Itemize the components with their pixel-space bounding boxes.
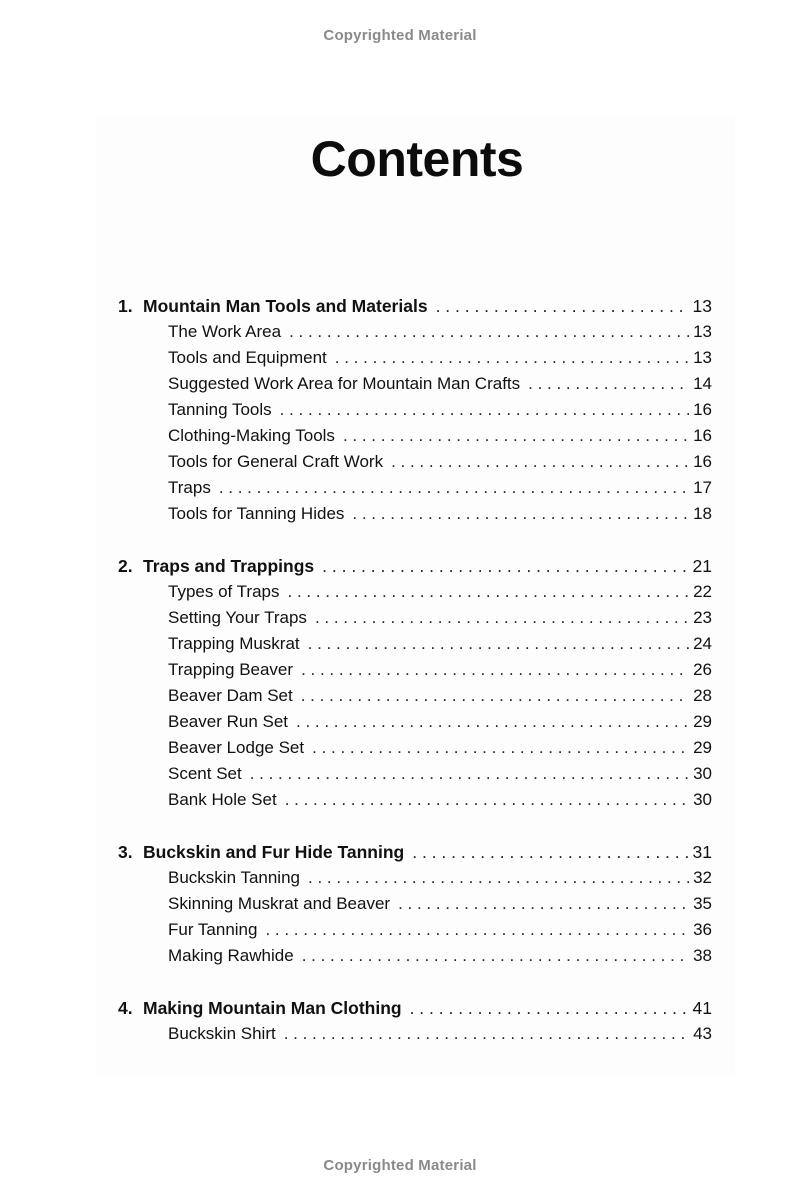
dot-leader <box>250 761 689 787</box>
dot-leader <box>335 345 689 371</box>
toc-chapter <box>118 553 712 813</box>
toc-entry-row[interactable] <box>118 683 712 709</box>
dot-leader <box>289 319 689 345</box>
entry-title: Tanning Tools <box>168 400 272 419</box>
toc-chapter-row[interactable] <box>118 293 712 319</box>
dot-leader <box>265 917 689 943</box>
chapter-page-number: 13 <box>692 296 712 316</box>
chapter-number: 4. <box>118 998 133 1018</box>
entry-title: Beaver Run Set <box>168 712 289 731</box>
dot-leader <box>280 397 689 423</box>
chapter-page-number: 41 <box>692 998 712 1018</box>
chapter-number: 1. <box>118 296 133 316</box>
entry-page-number: 16 <box>693 400 712 419</box>
entry-page-number: 18 <box>693 504 712 523</box>
toc-entry-row[interactable] <box>118 865 712 891</box>
dot-leader <box>412 839 688 865</box>
toc-entry-row[interactable] <box>118 501 712 527</box>
chapter-page-number: 31 <box>692 842 712 862</box>
chapter-title: Mountain Man Tools and Materials <box>143 296 428 316</box>
entry-page-number: 14 <box>693 374 712 393</box>
entry-title: Traps <box>168 478 211 497</box>
dot-leader <box>315 605 689 631</box>
entry-page-number: 32 <box>693 868 712 887</box>
entry-page-number: 43 <box>693 1024 712 1043</box>
toc-entry-row[interactable] <box>118 891 712 917</box>
chapter-title: Traps and Trappings <box>143 556 315 576</box>
toc-entry-row[interactable] <box>118 787 712 813</box>
entry-title: The Work Area <box>168 322 282 341</box>
entry-page-number: 30 <box>693 790 712 809</box>
entry-page-number: 35 <box>693 894 712 913</box>
chapter-page-number: 21 <box>692 556 712 576</box>
toc-chapter <box>118 839 712 969</box>
toc-chapter-row[interactable] <box>118 839 712 865</box>
entry-title: Skinning Muskrat and Beaver <box>168 894 391 913</box>
entry-title: Making Rawhide <box>168 946 294 965</box>
entry-page-number: 38 <box>693 946 712 965</box>
entry-page-number: 29 <box>693 712 712 731</box>
dot-leader <box>284 1021 689 1047</box>
entry-title: Clothing-Making Tools <box>168 426 335 445</box>
entry-title: Buckskin Shirt <box>168 1024 276 1043</box>
toc-chapter <box>118 995 712 1047</box>
toc-entry-row[interactable] <box>118 423 712 449</box>
entry-page-number: 22 <box>693 582 712 601</box>
entry-title: Buckskin Tanning <box>168 868 300 887</box>
toc-entry-row[interactable] <box>118 709 712 735</box>
entry-title: Fur Tanning <box>168 920 258 939</box>
entry-title: Tools for General Craft Work <box>168 452 384 471</box>
dot-leader <box>391 449 689 475</box>
entry-page-number: 17 <box>693 478 712 497</box>
entry-page-number: 13 <box>693 348 712 367</box>
toc-entry-row[interactable] <box>118 631 712 657</box>
toc-entry-row[interactable] <box>118 449 712 475</box>
entry-page-number: 36 <box>693 920 712 939</box>
dot-leader <box>322 553 688 579</box>
toc-entry-row[interactable] <box>118 943 712 969</box>
copyright-watermark-top: Copyrighted Material <box>323 27 477 44</box>
dot-leader <box>285 787 689 813</box>
dot-leader <box>288 579 690 605</box>
chapter-number: 3. <box>118 842 133 862</box>
table-of-contents <box>118 293 712 1073</box>
dot-leader <box>302 943 689 969</box>
toc-entry-row[interactable] <box>118 475 712 501</box>
toc-entry-row[interactable] <box>118 1021 712 1047</box>
toc-chapter <box>118 293 712 527</box>
dot-leader <box>343 423 689 449</box>
toc-entry-row[interactable] <box>118 917 712 943</box>
chapter-title: Making Mountain Man Clothing <box>143 998 402 1018</box>
dot-leader <box>301 657 689 683</box>
entry-page-number: 23 <box>693 608 712 627</box>
toc-entry-row[interactable] <box>118 319 712 345</box>
entry-title: Bank Hole Set <box>168 790 277 809</box>
toc-entry-row[interactable] <box>118 371 712 397</box>
entry-page-number: 29 <box>693 738 712 757</box>
toc-entry-row[interactable] <box>118 657 712 683</box>
entry-page-number: 26 <box>693 660 712 679</box>
entry-title: Trapping Muskrat <box>168 634 300 653</box>
toc-entry-row[interactable] <box>118 345 712 371</box>
entry-title: Trapping Beaver <box>168 660 294 679</box>
entry-title: Scent Set <box>168 764 242 783</box>
entry-page-number: 28 <box>693 686 712 705</box>
dot-leader <box>410 995 689 1021</box>
chapter-title: Buckskin and Fur Hide Tanning <box>143 842 405 862</box>
dot-leader <box>296 709 689 735</box>
entry-title: Tools and Equipment <box>168 348 327 367</box>
toc-entry-row[interactable] <box>118 735 712 761</box>
entry-page-number: 24 <box>693 634 712 653</box>
toc-entry-row[interactable] <box>118 761 712 787</box>
toc-chapter-row[interactable] <box>118 995 712 1021</box>
entry-title: Suggested Work Area for Mountain Man Crafts <box>168 374 521 393</box>
entry-title: Types of Traps <box>168 582 280 601</box>
entry-page-number: 13 <box>693 322 712 341</box>
toc-entry-row[interactable] <box>118 579 712 605</box>
dot-leader <box>436 293 689 319</box>
entry-title: Beaver Lodge Set <box>168 738 305 757</box>
dot-leader <box>301 683 689 709</box>
entry-title: Setting Your Traps <box>168 608 307 627</box>
dot-leader <box>308 865 689 891</box>
dot-leader <box>398 891 689 917</box>
entry-title: Tools for Tanning Hides <box>168 504 345 523</box>
entry-page-number: 16 <box>693 426 712 445</box>
page-title: Contents <box>310 131 524 187</box>
chapter-number: 2. <box>118 556 133 576</box>
entry-title: Beaver Dam Set <box>168 686 293 705</box>
copyright-watermark-bottom: Copyrighted Material <box>323 1157 477 1174</box>
dot-leader <box>308 631 689 657</box>
dot-leader <box>528 371 689 397</box>
dot-leader <box>352 501 689 527</box>
entry-page-number: 30 <box>693 764 712 783</box>
dot-leader <box>312 735 689 761</box>
toc-entry-row[interactable] <box>118 605 712 631</box>
toc-chapter-row[interactable] <box>118 553 712 579</box>
entry-page-number: 16 <box>693 452 712 471</box>
toc-entry-row[interactable] <box>118 397 712 423</box>
dot-leader <box>219 475 689 501</box>
